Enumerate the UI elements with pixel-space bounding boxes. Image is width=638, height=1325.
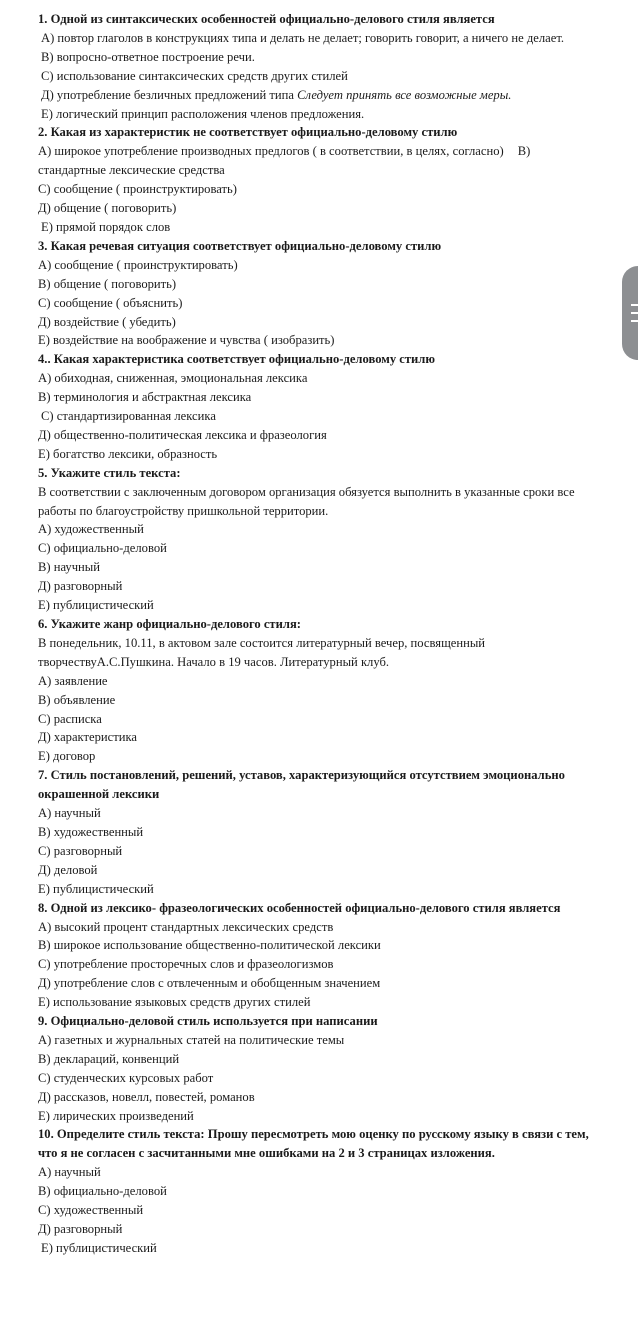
question-9-option-c: С) студенческих курсовых работ	[38, 1070, 214, 1085]
question-5-option-e: Е) публицистический	[38, 598, 154, 613]
question-10-option-a: А) научный	[38, 1165, 101, 1180]
question-1-option-d-example: Следует принять все возможные меры.	[297, 87, 512, 102]
question-8-option-c: С) употребление просторечных слов и фразеологизмов	[38, 957, 334, 972]
question-2-option-c: С) сообщение ( проинструктировать)	[38, 182, 237, 197]
question-5-option-d: Д) разговорный	[38, 579, 123, 594]
question-1-option-c: С) использование синтаксических средств других стилей	[41, 68, 348, 83]
document-page	[38, 10, 594, 1258]
question-8-title: 8. Одной из лексико- фразеологических особенностей официально-делового стиля является	[38, 900, 561, 915]
question-1-option-a: А) повтор глаголов в конструкциях типа и делать не делает; говорить говорит, а ничего не делает.	[41, 30, 565, 45]
question-2-title: 2. Какая из характеристик не соответствует официально-деловому стилю	[38, 125, 458, 140]
question-5-option-b: В) научный	[38, 560, 101, 575]
question-1-option-b: В) вопросно-ответное построение речи.	[41, 49, 255, 64]
question-3-option-c: С) сообщение ( объяснить)	[38, 295, 183, 310]
question-5-title: 5. Укажите стиль текста:	[38, 465, 181, 480]
question-2-option-d: Д) общение ( поговорить)	[38, 201, 177, 216]
question-10-option-d: Д) разговорный	[38, 1222, 123, 1236]
question-2-option-e: Е) прямой порядок слов	[41, 219, 171, 234]
question-7-title: 7. Стиль постановлений, решений, уставов, характеризующийся отсутствием эмоционально окрашенной лексики	[38, 768, 565, 802]
question-7-option-a: А) научный	[38, 806, 101, 821]
question-9-option-d: Д) рассказов, новелл, повестей, романов	[38, 1089, 255, 1104]
question-1-option-d-text: Д) употребление безличных предложений типа	[41, 87, 294, 102]
question-6-option-d: Д) характеристика	[38, 730, 137, 745]
question-3-option-d: Д) воздействие ( убедить)	[38, 314, 176, 329]
question-1-option-e: Е) логический принцип расположения членов предложения.	[41, 106, 365, 121]
question-10-option-c: С) художественный	[38, 1203, 144, 1218]
question-7-option-e: Е) публицистический	[38, 881, 154, 896]
question-3-option-e: Е) воздействие на воображение и чувства ( изобразить)	[38, 333, 335, 348]
question-4-option-d: Д) общественно-политическая лексика и фразеология	[38, 427, 327, 442]
question-10-option-e: Е) публицистический	[41, 1240, 157, 1255]
question-1-title: 1. Одной из синтаксических особенностей официально-делового стиля является	[38, 12, 495, 26]
question-5-text: В соответствии с заключенным договором организация обязуется выполнить в указанные сроки все работы по благоустройству пришкольной территории.	[38, 484, 575, 518]
question-7-option-b: В) художественный	[38, 824, 144, 839]
question-3-option-a: А) сообщение ( проинструктировать)	[38, 257, 238, 272]
question-2-option-a: А) широкое употребление производных предлогов ( в соответствии, в целях, согласно)	[38, 144, 504, 159]
question-8-option-a: А) высокий процент стандартных лексических средств	[38, 919, 334, 934]
question-8-option-b: В) широкое использование общественно-политической лексики	[38, 938, 381, 953]
question-6-text: В понедельник, 10.11, в актовом зале состоится литературный вечер, посвященный творчествуА.С.Пушкина. Начало в 19 часов. Литературный клуб.	[38, 635, 486, 669]
question-7-option-c: С) разговорный	[38, 843, 123, 858]
question-8-option-e: Е) использование языковых средств других стилей	[38, 995, 311, 1010]
question-6-option-c: С) расписка	[38, 711, 102, 726]
question-6-title: 6. Укажите жанр официально-делового стиля:	[38, 617, 301, 631]
question-4-option-a: А) обиходная, сниженная, эмоциональная лексика	[38, 371, 308, 386]
question-3-title: 3. Какая речевая ситуация соответствует официально-деловому стилю	[38, 238, 442, 253]
question-8-option-d: Д) употребление слов с отвлеченным и обобщенным значением	[38, 976, 381, 991]
question-4-option-e: Е) богатство лексики, образность	[38, 446, 218, 461]
question-2-options-a-b	[38, 142, 594, 180]
question-10-option-b: В) официально-деловой	[38, 1184, 167, 1199]
question-6-option-a: А) заявление	[38, 673, 108, 688]
question-9-title: 9. Официально-деловой стиль используется при написании	[38, 1014, 378, 1029]
question-5-option-a: А) художественный	[38, 522, 144, 537]
question-6-option-b: В) объявление	[38, 692, 116, 707]
question-9-option-b: В) деклараций, конвенций	[38, 1051, 180, 1066]
question-4-option-c: С) стандартизированная лексика	[41, 409, 216, 424]
question-2-option-b: В) стандартные лексические средства	[38, 144, 531, 178]
question-10-title: 10. Определите стиль текста: Прошу пересмотреть мою оценку по русскому языку в связи с тем, что я не согласен с засчитанными мне ошибками на 2 и 3 страницах изложения.	[38, 1127, 589, 1161]
question-3-option-b: В) общение ( поговорить)	[38, 276, 177, 291]
question-9-option-e: Е) лирических произведений	[38, 1108, 194, 1123]
question-4-option-b: В) терминология и абстрактная лексика	[38, 390, 252, 405]
side-panel-toggle[interactable]	[622, 266, 638, 360]
question-9-option-a: А) газетных и журнальных статей на политические темы	[38, 1032, 345, 1047]
question-7-option-d: Д) деловой	[38, 862, 98, 877]
question-1-option-d	[38, 86, 594, 105]
question-6-option-e: Е) договор	[38, 749, 96, 764]
question-5-option-c: С) официально-деловой	[38, 541, 167, 556]
question-4-title: 4.. Какая характеристика соответствует официально-деловому стилю	[38, 352, 435, 367]
